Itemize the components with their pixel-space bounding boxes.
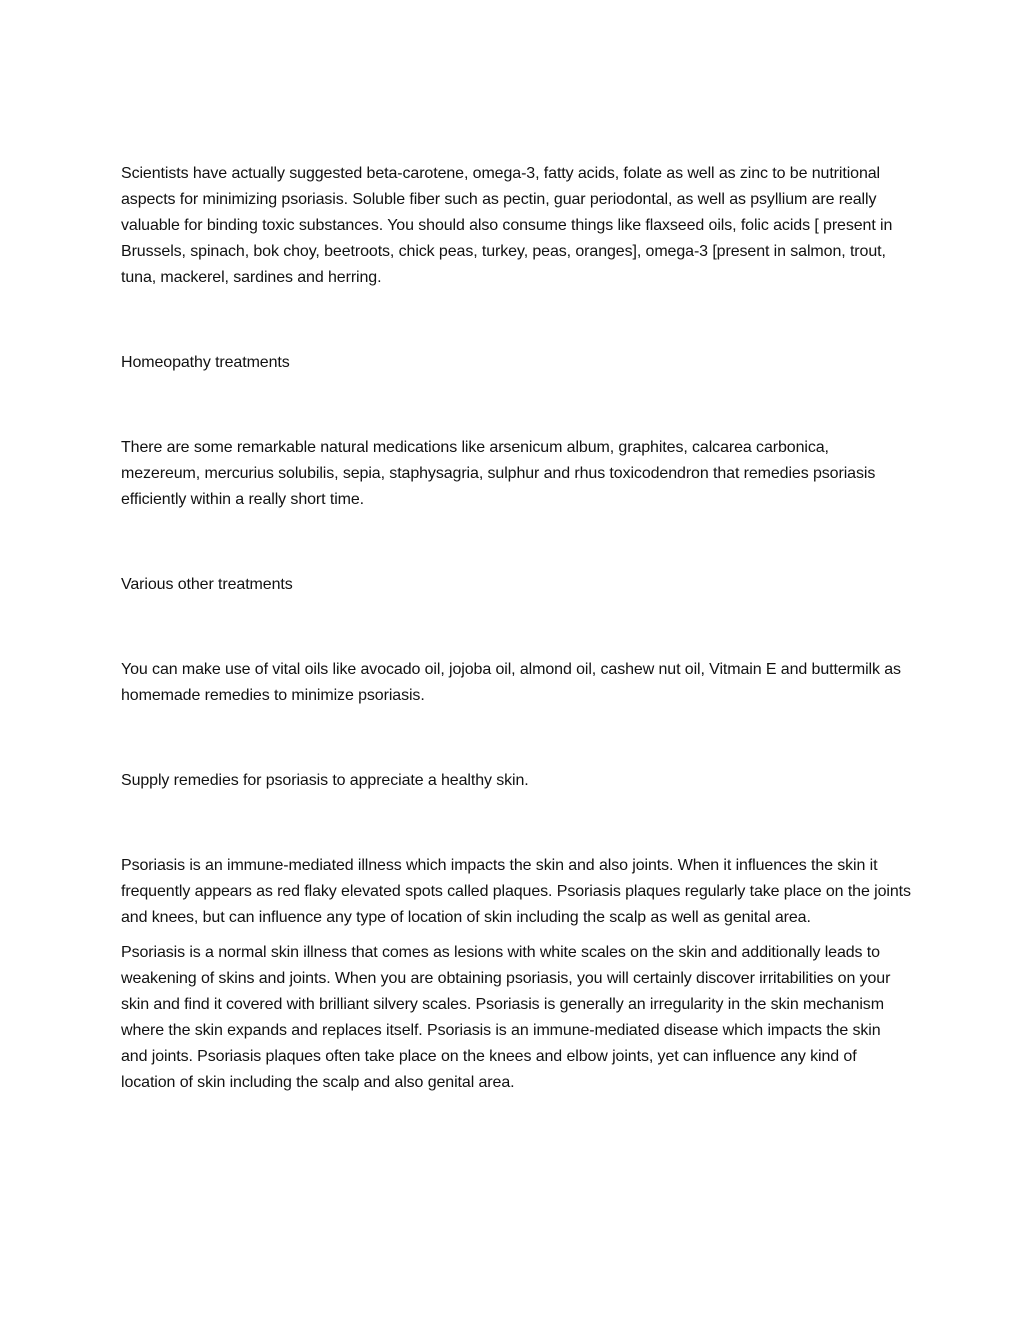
paragraph-nutrition: Scientists have actually suggested beta-carotene, omega-3, fatty acids, folate as well as zinc to be nutritional aspects for minimizing psoriasis. Soluble fiber such as pectin, guar periodontal, as well as psyllium are really valuable for binding toxic substances. You should also consume things like flaxseed oils, folic acids [ present in Brussels, spinach, bok choy, beetroots, chick peas, turkey, peas, oranges], omega-3 [present in salmon, trout, tuna, mackerel, sardines and herring. [121,165,893,286]
spacer [121,794,911,853]
spacer [121,291,911,350]
spacer [121,376,911,435]
spacer [121,709,911,768]
spacer [121,513,911,572]
spacer [121,931,911,940]
paragraph-supply-remedies: Supply remedies for psoriasis to appreciate a healthy skin. [121,772,529,789]
paragraph-psoriasis-definition: Psoriasis is an immune-mediated illness which impacts the skin and also joints. When it influences the skin it frequently appears as red flaky elevated spots called plaques. Psoriasis plaques regularly take place on the joints and knees, but can influence any type of location of skin including the scalp as well as genital area. [121,857,911,926]
spacer [121,598,911,657]
paragraph-vital-oils: You can make use of vital oils like avocado oil, jojoba oil, almond oil, cashew nut oil, Vitmain E and buttermilk as homemade remedies to minimize psoriasis. [121,661,901,704]
paragraph-homeopathy: There are some remarkable natural medications like arsenicum album, graphites, calcarea carbonica, mezereum, mercurius solubilis, sepia, staphysagria, sulphur and rhus toxicodendron that remedies psoriasis efficiently within a really short time. [121,439,876,508]
document-body [121,161,911,1096]
paragraph-psoriasis-details: Psoriasis is a normal skin illness that comes as lesions with white scales on the skin and additionally leads to weakening of skins and joints. When you are obtaining psoriasis, you will certainly discover irritabilities on your skin and find it covered with brilliant silvery scales. Psoriasis is generally an irregularity in the skin mechanism where the skin expands and replaces itself. Psoriasis is an immune-mediated disease which impacts the skin and joints. Psoriasis plaques often take place on the knees and elbow joints, yet can influence any kind of location of skin including the scalp and also genital area. [121,944,891,1091]
heading-other-treatments: Various other treatments [121,576,293,593]
heading-homeopathy: Homeopathy treatments [121,354,290,371]
